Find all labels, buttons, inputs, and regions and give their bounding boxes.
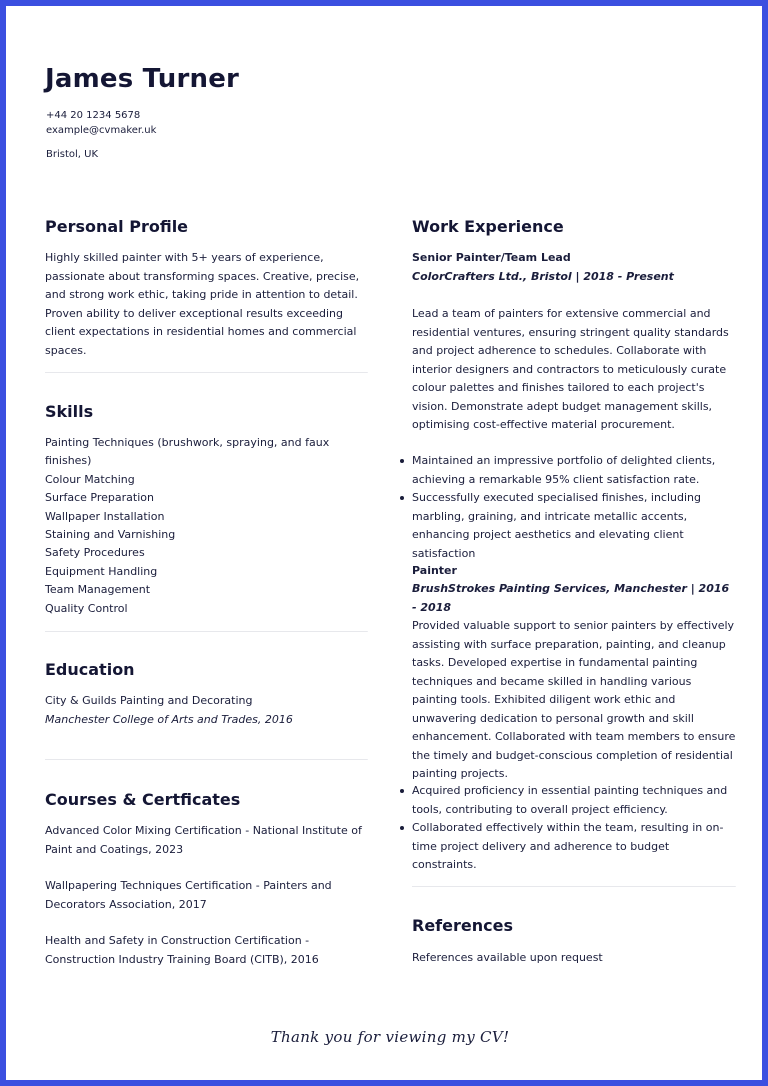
contact-phone: +44 20 1234 5678 — [46, 110, 141, 121]
section-divider — [412, 886, 736, 887]
skill-item: Equipment Handling — [45, 564, 158, 578]
education-school: Manchester College of Arts and Trades, 2016 — [45, 713, 293, 726]
work-heading: Work Experience — [412, 217, 564, 236]
courses-heading: Courses & Certficates — [45, 790, 241, 809]
job-role: Senior Painter/Team Lead — [412, 251, 571, 264]
skill-item: Quality Control — [45, 601, 128, 615]
references-text: References available upon request — [412, 951, 603, 964]
references-heading: References — [412, 916, 513, 935]
skill-item: Surface Preparation — [45, 491, 154, 505]
job-description: Provided valuable support to senior painters by effectively assisting with surface preparation, painting, and cleanup tasks. Developed expertise in fundamental painting techniques and became skilled in handling various painting tools. Exhibited diligent work ethic and unwavering dedication to personal growth and skill enhancement. Collaborated with team members to ensure the timely and budget-conscious completion of residential painting projects. — [412, 619, 736, 780]
skill-item: Staining and Varnishing — [45, 528, 176, 542]
achievement-item: Collaborated effectively within the team, resulting in on-time project delivery and adherence to budget constraints. — [412, 819, 736, 875]
contact-location: Bristol, UK — [46, 149, 99, 160]
job-achievements — [412, 782, 736, 875]
skill-item: Team Management — [45, 583, 151, 597]
profile-heading: Personal Profile — [45, 217, 189, 236]
job-description: Lead a team of painters for extensive commercial and residential ventures, ensuring stringent quality standards and project adherence to schedules. Collaborate with interior designers and contractors to meticulously curate colour palettes and finishes tailored to each project's vision. Demonstrate adept budget management skills, optimising cost-effective material procurement. — [412, 307, 729, 431]
section-divider — [45, 631, 368, 632]
skill-item: Safety Procedures — [45, 546, 145, 560]
job-role: Painter — [412, 564, 457, 577]
skill-item: Painting Techniques (brushwork, spraying, and faux finishes) — [45, 436, 330, 468]
candidate-name: James Turner — [45, 64, 240, 94]
section-divider — [45, 759, 368, 760]
course-item: Health and Safety in Construction Certification - Construction Industry Training Board (CITB), 2016 — [45, 934, 319, 966]
course-item: Wallpapering Techniques Certification - Painters and Decorators Association, 2017 — [45, 879, 332, 911]
achievement-item: Acquired proficiency in essential painting techniques and tools, contributing to overall project efficiency. — [412, 782, 736, 819]
education-heading: Education — [45, 660, 135, 679]
education-degree: City & Guilds Painting and Decorating — [45, 694, 253, 707]
thank-you-note: Thank you for viewing my CV! — [270, 1028, 510, 1046]
skills-list — [45, 434, 368, 618]
profile-text: Highly skilled painter with 5+ years of experience, passionate about transforming spaces. Creative, precise, and strong work ethic, taking pride in attention to detail. Proven ability to deliver exceptional results exceeding client expectations in residential homes and commercial spaces. — [45, 251, 360, 357]
skill-item: Colour Matching — [45, 472, 135, 486]
skill-item: Wallpaper Installation — [45, 509, 165, 523]
course-item: Advanced Color Mixing Certification - National Institute of Paint and Coatings, 2023 — [45, 824, 362, 856]
achievement-item: Maintained an impressive portfolio of delighted clients, achieving a remarkable 95% client satisfaction rate. — [412, 452, 736, 489]
job-company: BrushStrokes Painting Services, Manchester | 2016 - 2018 — [412, 582, 730, 614]
section-divider — [45, 372, 368, 373]
achievement-item: Successfully executed specialised finishes, including marbling, graining, and intricate metallic accents, enhancing project aesthetics and elevating client satisfaction — [412, 489, 736, 563]
skills-heading: Skills — [45, 402, 94, 421]
job-company: ColorCrafters Ltd., Bristol | 2018 - Present — [412, 270, 674, 283]
job-achievements — [412, 452, 736, 563]
contact-email: example@cvmaker.uk — [46, 125, 157, 136]
